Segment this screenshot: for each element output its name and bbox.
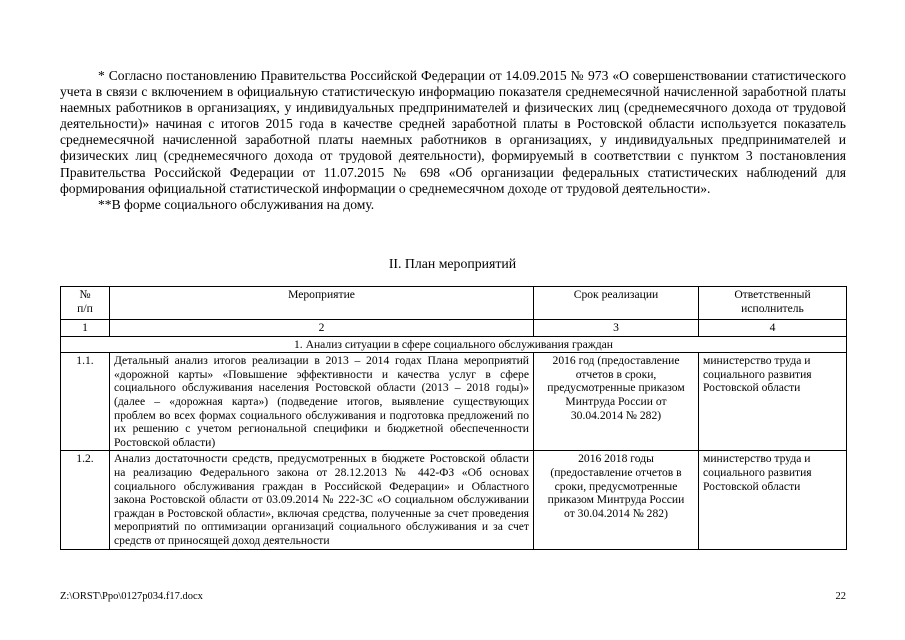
row-num: 1.2. xyxy=(61,451,110,549)
action-plan-table xyxy=(60,286,847,550)
index-cell: 1 xyxy=(61,320,110,337)
header-responsible xyxy=(699,287,847,320)
header-num xyxy=(61,287,110,320)
row-event: Детальный анализ итогов реализации в 2013 – 2014 годах Плана мероприятий «дорожной карты» «Повышение эффективности и качества услуг в сфере социального обслуживания населения Ростовской области (2013 – 2018 годы)» (далее – «дорожная карта») (подведение итогов, выявление существующих проблем во всех формах социального обслуживания и подготовка предложений по их решению с учетом региональной специфики и бюджетной обеспеченности Ростовской области) xyxy=(110,353,534,451)
row-responsible xyxy=(699,353,847,451)
row-term-text: 2016 2018 годы (предоставление отчетов в сроки, предусмотренные приказом Минтруда России от 30.04.2014 № 282) xyxy=(547,452,685,520)
row-term xyxy=(534,451,699,549)
file-path: Z:\ORST\Ppo\0127p034.f17.docx xyxy=(60,591,203,602)
footnote-2: **В форме социального обслуживания на дому. xyxy=(98,196,375,212)
row-term xyxy=(534,353,699,451)
row-num: 1.1. xyxy=(61,353,110,451)
section-title: II. План мероприятий xyxy=(388,256,517,271)
index-row xyxy=(61,320,847,337)
header-num-text: № п/п xyxy=(77,288,93,315)
footnotes xyxy=(60,68,846,213)
row-responsible-text: министерство труда и социального развития Ростовской области xyxy=(703,354,812,395)
group-title: 1. Анализ ситуации в сфере социального обслуживания граждан xyxy=(61,336,847,353)
index-cell: 3 xyxy=(534,320,699,337)
table-row xyxy=(61,353,847,451)
footnote-1: * Согласно постановлению Правительства Российской Федерации от 14.09.2015 № 973 «О совершенствовании статистического учета в связи с включением в официальную статистическую информацию показателя среднемесячной начисленной заработной платы наемных работников в организациях, у индивидуальных предпринимателей и физических лиц (среднемесячного дохода от трудовой деятельности)» начиная с итогов 2015 года в качестве средней заработной платы в Ростовской области используется показатель среднемесячной начисленной заработной платы наемных работников в организациях, у индивидуальных предпринимателей и физических лиц (среднемесячного дохода от трудовой деятельности), формируемый в соответствии с пунктом 3 постановления Правительства Российской Федерации от 11.07.2015 № 698 «Об организации федеральных статистических наблюдений для формирования официальной статистической информации о среднемесячном доходе от трудовой деятельности». xyxy=(60,68,846,196)
header-event: Мероприятие xyxy=(110,287,534,320)
header-row xyxy=(61,287,847,320)
row-event: Анализ достаточности средств, предусмотренных в бюджете Ростовской области на реализацию Федерального закона от 28.12.2013 № 442-ФЗ «Об основах социального обслуживания граждан в Российской Федерации» и Областного закона Ростовской области от 03.09.2014 № 222-ЗС «О социальном обслуживании граждан в Ростовской области», включая средства, полученные за счет проведения мероприятий по оптимизации организаций социального обслуживания и за счет средств от приносящей доход деятельности xyxy=(110,451,534,549)
index-cell: 4 xyxy=(699,320,847,337)
table-row xyxy=(61,451,847,549)
index-cell: 2 xyxy=(110,320,534,337)
row-term-text: 2016 год (предоставление отчетов в сроки, предусмотренные приказом Минтруда России от 30.04.2014 № 282) xyxy=(547,354,685,422)
group-title-row xyxy=(61,336,847,353)
row-responsible-text: министерство труда и социального развития Ростовской области xyxy=(703,452,812,493)
header-term: Срок реализации xyxy=(534,287,699,320)
row-responsible xyxy=(699,451,847,549)
page-number: 22 xyxy=(835,591,846,602)
header-responsible-text: Ответственный исполнитель xyxy=(734,288,811,315)
